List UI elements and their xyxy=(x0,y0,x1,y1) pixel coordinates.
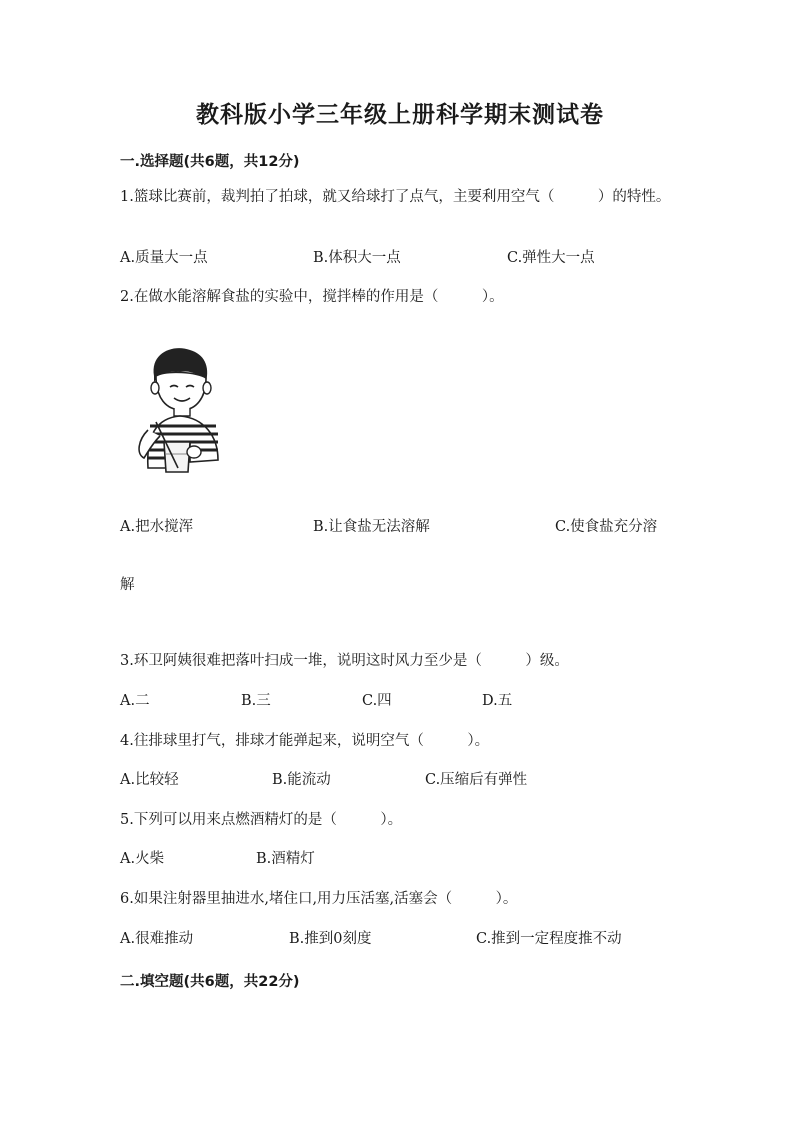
question-4: 4.往排球里打气，排球才能弹起来，说明空气（ ）。 xyxy=(120,733,490,749)
option-c-continued: 解 xyxy=(120,577,135,593)
option-a: A.把水搅浑 xyxy=(120,519,194,535)
option-c: C.压缩后有弹性 xyxy=(425,772,528,788)
option-c: C.推到一定程度推不动 xyxy=(476,931,622,947)
question-4-options xyxy=(120,769,700,791)
option-b: B.让食盐无法溶解 xyxy=(313,519,430,535)
question-1-options xyxy=(120,247,700,269)
option-a: A.质量大一点 xyxy=(120,250,208,266)
boy-stirring-cup-illustration xyxy=(130,340,230,480)
question-3: 3.环卫阿姨很难把落叶扫成一堆，说明这时风力至少是（ ）级。 xyxy=(120,653,569,669)
option-b: B.能流动 xyxy=(272,772,331,788)
question-2-options xyxy=(120,516,700,538)
option-b: B.推到0刻度 xyxy=(289,931,372,947)
question-3-options xyxy=(120,690,700,712)
option-a: A.很难推动 xyxy=(120,931,194,947)
section-heading-choice: 一.选择题(共6题，共12分) xyxy=(120,154,300,170)
option-c: C.四 xyxy=(362,693,392,709)
option-a: A.比较轻 xyxy=(120,772,179,788)
page-title: 教科版小学三年级上册科学期末测试卷 xyxy=(196,102,604,128)
question-5-options xyxy=(120,848,700,870)
question-5: 5.下列可以用来点燃酒精灯的是（ ）。 xyxy=(120,812,403,828)
section-heading-fill-in: 二.填空题(共6题，共22分) xyxy=(120,974,300,990)
option-b: B.体积大一点 xyxy=(313,250,401,266)
option-c: C.弹性大一点 xyxy=(507,250,595,266)
option-a: A.二 xyxy=(120,693,150,709)
question-2-options-wrap xyxy=(120,574,700,596)
option-c: C.使食盐充分溶 xyxy=(555,519,658,535)
question-2: 2.在做水能溶解食盐的实验中，搅拌棒的作用是（ ）。 xyxy=(120,289,504,305)
option-b: B.酒精灯 xyxy=(256,851,315,867)
question-6-options xyxy=(120,928,700,950)
option-a: A.火柴 xyxy=(120,851,165,867)
question-1: 1.篮球比赛前，裁判拍了拍球，就又给球打了点气，主要利用空气（ ）的特性。 xyxy=(120,189,671,205)
question-6: 6.如果注射器里抽进水,堵住口,用力压活塞,活塞会（ ）。 xyxy=(120,891,518,907)
option-b: B.三 xyxy=(241,693,271,709)
option-d: D.五 xyxy=(482,693,513,709)
